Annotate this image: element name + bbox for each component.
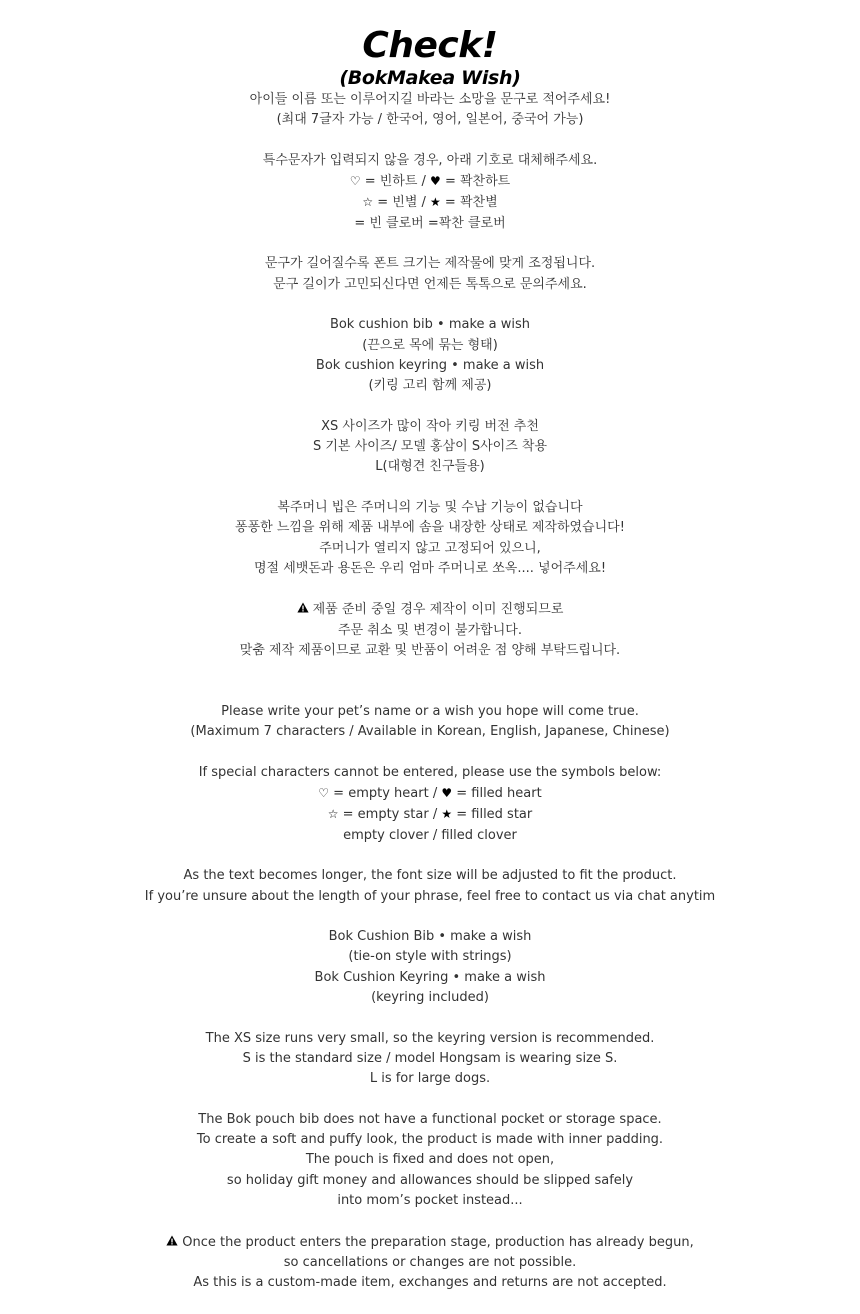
- ko-symbols-note: 특수문자가 입력되지 않을 경우, 아래 기호로 대체해주세요.: [262, 152, 598, 168]
- ko-font-line: 문구가 길어질수록 폰트 크기는 제작물에 맞게 조정됩니다.: [264, 256, 596, 272]
- korean-section: [0, 90, 860, 661]
- en-star-empty-text: = empty star /: [338, 807, 442, 823]
- en-notice-line: so cancellations or changes are not possible.: [283, 1254, 577, 1270]
- en-intro-line: (Maximum 7 characters / Available in Korean, English, Japanese, Chinese): [190, 724, 670, 740]
- en-pouch-line: The Bok pouch bib does not have a functional pocket or storage space.: [198, 1111, 662, 1127]
- en-pouch-line: The pouch is fixed and does not open,: [305, 1152, 555, 1168]
- en-product-line: Bok Cushion Bib • make a wish: [328, 929, 532, 945]
- ko-product-line: (키링 고리 함께 제공): [368, 378, 492, 394]
- en-star-filled-text: = filled star: [452, 807, 533, 823]
- ko-notice-line: [0, 599, 860, 620]
- ko-notice-text: 제품 준비 중일 경우 제작이 이미 진행되므로: [312, 602, 564, 618]
- ko-product-line: Bok cushion keyring • make a wish: [315, 357, 545, 373]
- warning-icon: [166, 1232, 178, 1252]
- ko-font-line: 문구 길이가 고민되신다면 언제든 톡톡으로 문의주세요.: [273, 276, 587, 292]
- en-heart-line: [0, 783, 860, 804]
- en-heart-filled-text: = filled heart: [452, 786, 542, 802]
- ko-star-empty-text: = 빈별 /: [373, 195, 431, 211]
- ko-clover-line: = 빈 클로버 =꽉찬 클로버: [354, 215, 506, 231]
- en-product-line: Bok Cushion Keyring • make a wish: [314, 969, 546, 985]
- en-notice-line: As this is a custom-made item, exchanges and returns are not accepted.: [193, 1275, 667, 1291]
- en-product-line: (tie-on style with strings): [348, 949, 512, 965]
- en-products-block: [0, 927, 860, 1008]
- ko-pouch-line: 복주머니 빕은 주머니의 기능 및 수납 기능이 없습니다: [277, 499, 583, 515]
- en-product-line: (keyring included): [371, 990, 489, 1006]
- empty-star-icon: ☆: [362, 195, 374, 210]
- en-font-line: As the text becomes longer, the font size will be adjusted to fit the product.: [183, 868, 677, 884]
- en-intro-block: [0, 702, 860, 743]
- ko-size-line: S 기본 사이즈/ 모델 홍삼이 S사이즈 착용: [312, 439, 548, 455]
- en-star-line: [0, 804, 860, 825]
- ko-font-size-block: [0, 254, 860, 295]
- filled-star-icon: ★: [430, 195, 441, 210]
- ko-pouch-line: 명절 세뱃돈과 용돈은 우리 엄마 주머니로 쏘옥.... 넣어주세요!: [253, 560, 607, 576]
- en-notice-text: Once the product enters the preparation stage, production has already begun,: [182, 1234, 694, 1250]
- ko-notice-line: 맞춤 제작 제품이므로 교환 및 반품이 어려운 점 양해 부탁드립니다.: [239, 643, 621, 659]
- ko-pouch-line: 퐁퐁한 느낌을 위해 제품 내부에 솜을 내장한 상태로 제작하였습니다!: [235, 520, 625, 536]
- empty-heart-icon: ♡: [318, 786, 330, 801]
- ko-star-line: [0, 192, 860, 213]
- en-symbols-block: [0, 763, 860, 846]
- ko-products-block: [0, 315, 860, 396]
- ko-heart-empty-text: = 빈하트 /: [360, 174, 431, 190]
- ko-product-line: Bok cushion bib • make a wish: [329, 317, 531, 333]
- filled-heart-icon: ♥: [430, 174, 441, 189]
- page-title: Check!: [362, 25, 498, 66]
- filled-star-icon: ★: [441, 807, 453, 822]
- en-intro-line: Please write your pet’s name or a wish you hope will come true.: [221, 703, 639, 719]
- en-notice-block: [0, 1232, 860, 1294]
- en-symbols-note: If special characters cannot be entered, please use the symbols below:: [198, 764, 662, 780]
- ko-intro-block: [0, 90, 860, 131]
- ko-intro-line: 아이들 이름 또는 이루어지길 바라는 소망을 문구로 적어주세요!: [249, 92, 611, 107]
- en-font-size-block: [0, 866, 860, 907]
- ko-product-line: (끈으로 목에 묶는 형태): [362, 337, 498, 353]
- ko-size-line: XS 사이즈가 많이 작아 키링 버전 추천: [321, 418, 539, 434]
- en-heart-empty-text: = empty heart /: [329, 786, 442, 802]
- en-notice-line: [0, 1232, 860, 1253]
- en-pouch-line: so holiday gift money and allowances should be slipped safely: [226, 1172, 634, 1188]
- en-pouch-line: into mom’s pocket instead...: [337, 1193, 523, 1209]
- filled-heart-icon: ♥: [441, 786, 453, 801]
- ko-size-line: L(대형견 친구들용): [375, 459, 485, 475]
- en-font-line: If you’re unsure about the length of your phrase, feel free to contact us via chat anytim: [144, 888, 716, 904]
- empty-star-icon: ☆: [327, 807, 339, 822]
- ko-notice-block: [0, 599, 860, 661]
- ko-notice-line: 주문 취소 및 변경이 불가합니다.: [338, 622, 522, 638]
- ko-pouch-block: [0, 498, 860, 579]
- en-sizes-block: [0, 1029, 860, 1090]
- ko-symbols-block: [0, 151, 860, 234]
- page-subtitle: (BokMakea Wish): [339, 67, 521, 89]
- en-size-line: L is for large dogs.: [369, 1071, 491, 1087]
- ko-heart-line: [0, 171, 860, 192]
- english-section: [0, 702, 860, 1294]
- ko-intro-line: (최대 7글자 가능 / 한국어, 영어, 일본어, 중국어 가능): [276, 112, 584, 128]
- en-pouch-block: [0, 1110, 860, 1211]
- warning-icon: [297, 599, 309, 619]
- en-size-line: S is the standard size / model Hongsam is wearing size S.: [242, 1050, 618, 1066]
- ko-star-filled-text: = 꽉찬별: [440, 195, 498, 211]
- empty-heart-icon: ♡: [349, 174, 361, 189]
- en-pouch-line: To create a soft and puffy look, the product is made with inner padding.: [196, 1132, 664, 1148]
- ko-pouch-line: 주머니가 열리지 않고 고정되어 있으니,: [319, 540, 541, 556]
- en-size-line: The XS size runs very small, so the keyring version is recommended.: [205, 1030, 655, 1046]
- en-clover-line: empty clover / filled clover: [343, 827, 517, 843]
- ko-heart-filled-text: = 꽉찬하트: [440, 174, 511, 190]
- ko-sizes-block: [0, 417, 860, 478]
